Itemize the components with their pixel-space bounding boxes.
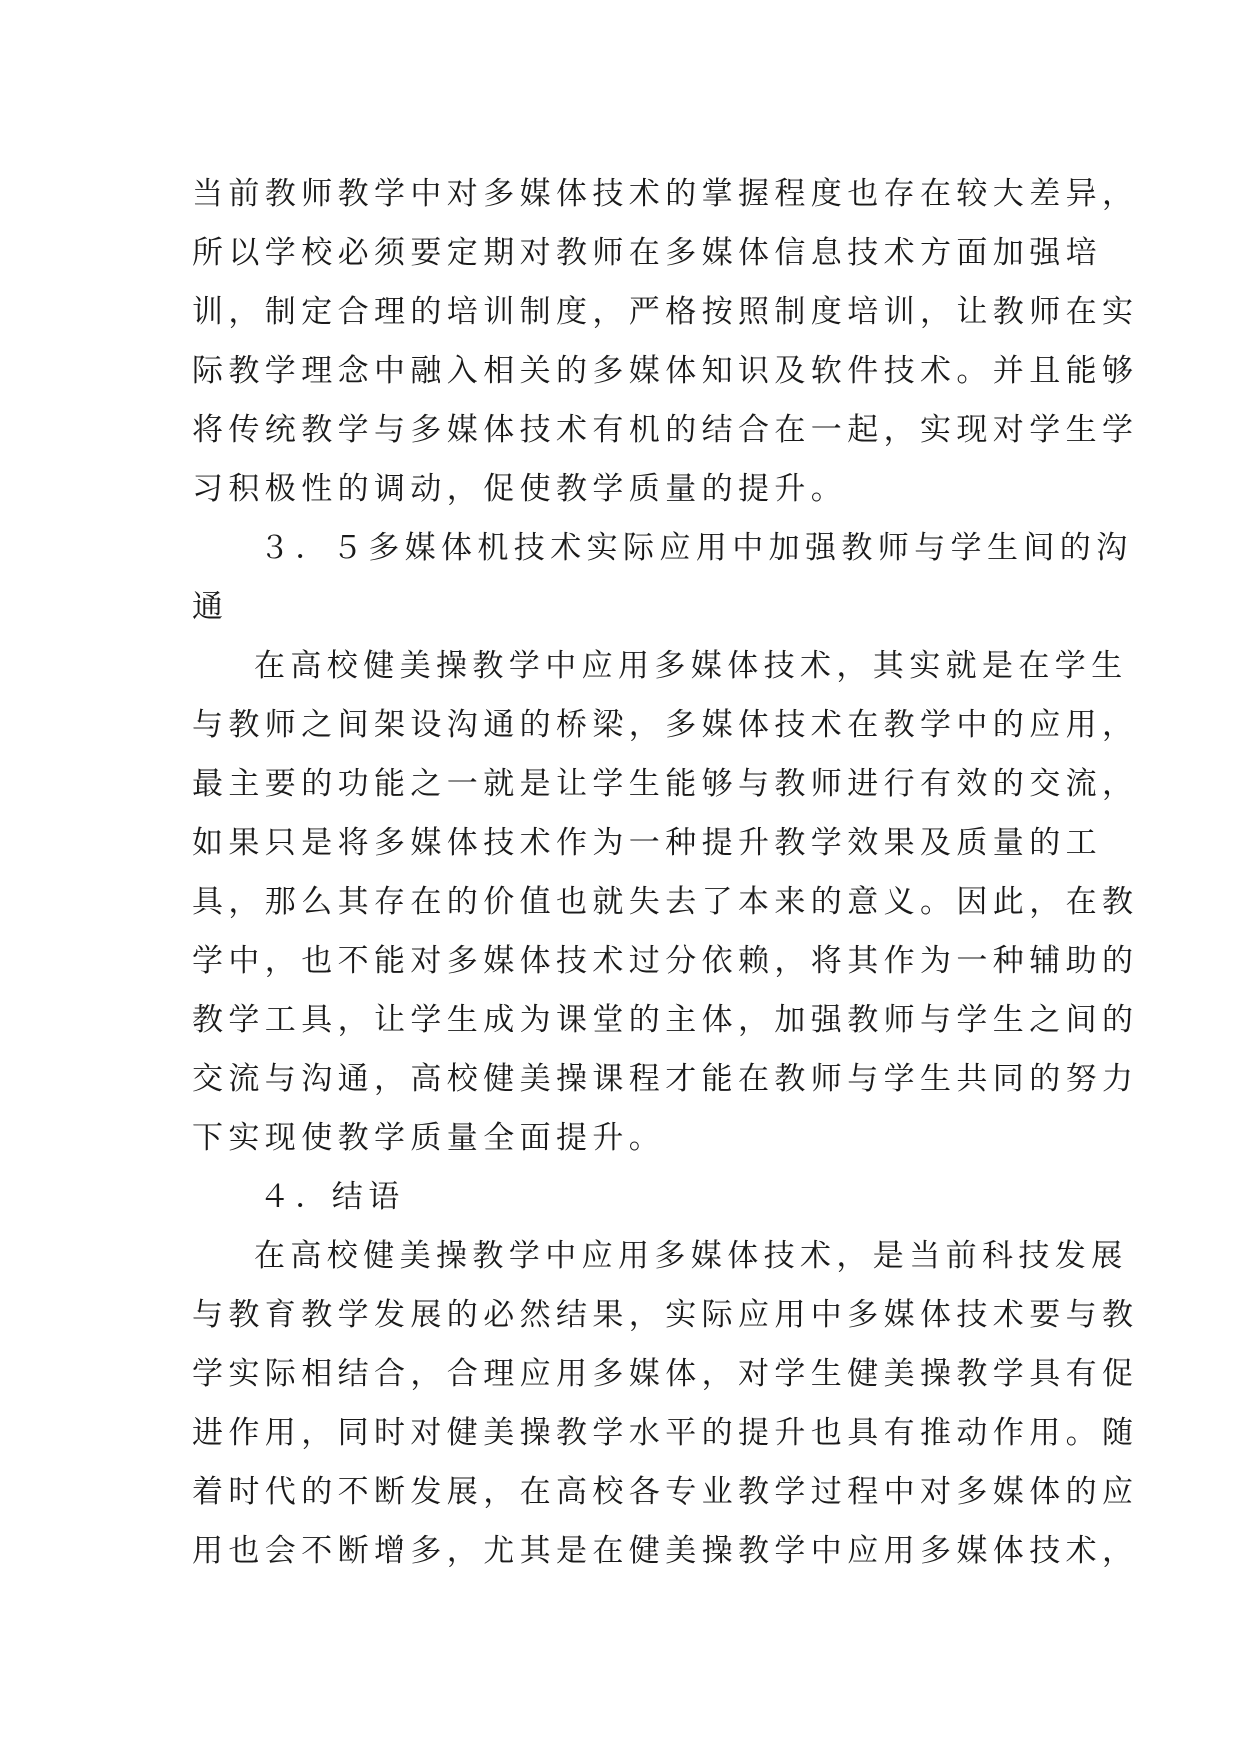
section-heading-4: ４．结语	[259, 1179, 405, 1215]
paragraph-line: 与教育教学发展的必然结果，实际应用中多媒体技术要与教	[192, 1297, 1139, 1333]
paragraph-line: 学实际相结合，合理应用多媒体，对学生健美操教学具有促	[192, 1356, 1139, 1392]
paragraph-line: 际教学理念中融入相关的多媒体知识及软件技术。并且能够	[192, 353, 1139, 389]
paragraph-line: 在高校健美操教学中应用多媒体技术，其实就是在学生	[254, 648, 1128, 684]
paragraph-line: 教学工具，让学生成为课堂的主体，加强教师与学生之间的	[192, 1002, 1139, 1038]
paragraph-line: 当前教师教学中对多媒体技术的掌握程度也存在较大差异，	[192, 176, 1139, 212]
paragraph-line: 下实现使教学质量全面提升。	[192, 1120, 666, 1156]
paragraph-line: 最主要的功能之一就是让学生能够与教师进行有效的交流，	[192, 766, 1139, 802]
section-heading-3-5: ３．５多媒体机技术实际应用中加强教师与学生间的沟	[259, 530, 1133, 566]
paragraph-line: 所以学校必须要定期对教师在多媒体信息技术方面加强培	[192, 235, 1102, 271]
paragraph-line: 学中，也不能对多媒体技术过分依赖，将其作为一种辅助的	[192, 943, 1139, 979]
paragraph-line: 将传统教学与多媒体技术有机的结合在一起，实现对学生学	[192, 412, 1139, 448]
paragraph-line: 交流与沟通，高校健美操课程才能在教师与学生共同的努力	[192, 1061, 1139, 1097]
paragraph-line: 与教师之间架设沟通的桥梁，多媒体技术在教学中的应用，	[192, 707, 1139, 743]
paragraph-line: 着时代的不断发展，在高校各专业教学过程中对多媒体的应	[192, 1474, 1139, 1510]
paragraph-line: 进作用，同时对健美操教学水平的提升也具有推动作用。随	[192, 1415, 1139, 1451]
paragraph-line: 在高校健美操教学中应用多媒体技术，是当前科技发展	[254, 1238, 1128, 1274]
paragraph-line: 训，制定合理的培训制度，严格按照制度培训，让教师在实	[192, 294, 1139, 330]
document-body	[192, 165, 1139, 1581]
paragraph-line: 用也会不断增多，尤其是在健美操教学中应用多媒体技术，	[192, 1533, 1139, 1569]
paragraph-line: 习积极性的调动，促使教学质量的提升。	[192, 471, 848, 507]
paragraph-line: 具，那么其存在的价值也就失去了本来的意义。因此，在教	[192, 884, 1139, 920]
section-heading-3-5-cont: 通	[192, 589, 229, 625]
paragraph-line: 如果只是将多媒体技术作为一种提升教学效果及质量的工	[192, 825, 1102, 861]
